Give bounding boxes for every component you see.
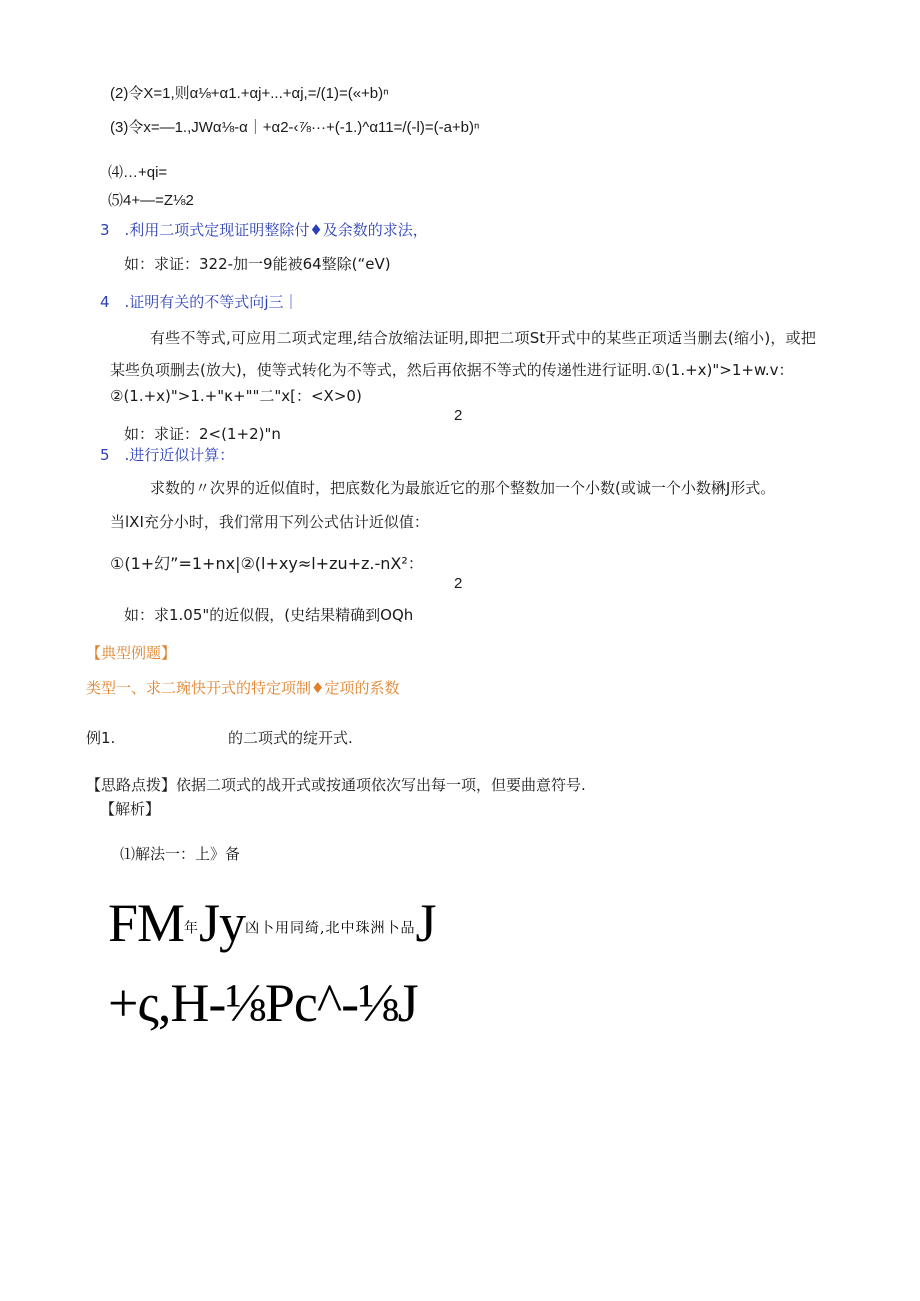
typical-examples-heading: 【典型例题】: [86, 644, 177, 662]
expansion-garbled-text: 凶卜用同绮,北中珠洲卜品: [245, 920, 416, 937]
approximation-condition: 当lXI充分小时，我们常用下列公式估计近似值：: [110, 513, 429, 531]
expansion-fm: FM: [108, 893, 185, 953]
example-divisibility: 如：求证：322-加一9能被64整除(“eV): [124, 255, 391, 273]
formula-line-4: ⑷…+qi=: [108, 164, 168, 181]
example-1-text: 的二项式的绽开式.: [228, 729, 353, 747]
type-one-heading: 类型一、求二琬快开式的特定项制♦定项的系数: [86, 679, 400, 697]
section-heading-3: 3 .利用二项式定现证明整除付♦及余数的求法，: [100, 221, 428, 239]
inequality-paragraph-line-1: 有些不等式,可应用二项式定理,结合放缩法证明,即把二项St开式中的某些正项适当删去(缩小)，或把: [150, 329, 817, 347]
expansion-jy: Jy: [199, 893, 246, 953]
approximation-formulas: ①(1+幻”=1+nx|②(l+xy≈l+zu+z.-nX²：: [110, 554, 424, 573]
section-heading-4: 4 .证明有关的不等式向j三｜: [100, 293, 299, 311]
large-expansion-line-1: [108, 893, 436, 959]
large-expansion-line-2: +ς,H-⅛Pc^-⅛J: [108, 973, 418, 1033]
formula-line-3: (3)令x=—1.,JWα⅛-α｜+α2-‹⅞···+(-1.)^α11=/(-l)=(-a+b)ⁿ: [110, 119, 480, 136]
inequality-paragraph-line-2: 某些负项删去(放大)，使等式转化为不等式，然后再依据不等式的传递性进行证明.①(1.+x)">1+w.v：: [110, 361, 794, 379]
expansion-j: J: [415, 893, 436, 953]
fraction-denominator: 2: [454, 407, 463, 424]
example-approximation: 如：求1.05"的近似假，(史结果精确到OQh: [124, 606, 414, 624]
formula-line-5: ⑸4+—=Z⅛2: [108, 192, 194, 209]
solution-method-one: ⑴解法一：上》备: [120, 845, 241, 863]
example-inequality: 如：求证：2<(1+2)"n: [124, 425, 281, 443]
approximation-denominator: 2: [454, 575, 463, 592]
example-1-label: 例1.: [86, 729, 116, 747]
inequality-formula-2: ②(1.+x)">1.+"κ+""二"x[：<X>0): [110, 387, 362, 405]
analysis-label: 【解析】: [100, 800, 161, 818]
section-heading-5: 5 .进行近似计算：: [100, 446, 235, 464]
approximation-paragraph: 求数的〃次界的近似值时，把底数化为最旅近它的那个整数加一个小数(或诚一个小数楙J形式。: [150, 479, 776, 497]
formula-line-2: (2)令X=1,则α⅛+α1.+αj+...+αj,=/(1)=(«+b)ⁿ: [110, 85, 389, 102]
hint-paragraph: 【思路点拨】依据二项式的战开式或按通项依次写出每一项，但要曲意符号.: [86, 776, 586, 794]
expansion-year-glyph: 年: [184, 920, 200, 937]
